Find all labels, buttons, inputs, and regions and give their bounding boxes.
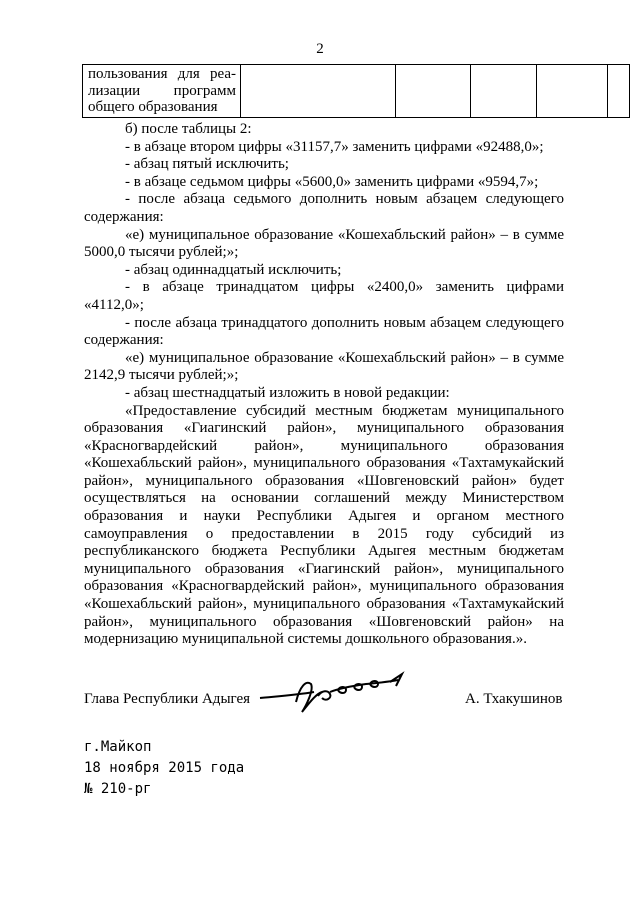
signature-position: Глава Республики Адыгея: [84, 691, 251, 707]
paragraph: - абзац шестнадцатый изложить в новой редакции:: [125, 384, 450, 401]
signature-name: А. Тхакушинов: [465, 691, 563, 707]
table-cell-description: [83, 65, 241, 118]
paragraph: «е) муниципальное образование «Кошехабльский район» – в сумме 2142,9 тысячи рублей;»;: [84, 349, 564, 384]
table-cell: [608, 65, 630, 118]
table-row: [83, 65, 630, 118]
paragraph: - после абзаца седьмого дополнить новым абзацем следующего содержания:: [84, 191, 564, 225]
paragraph: «Предоставление субсидий местным бюджетам муниципального образования «Гиагинский район», муниципального образования «Красногвардейский район», муниципального образования «Кошехабльский район», муниципального образования «Тахтамукайский район», муниципального образования «Шовгеновский район» будет осуществляться на основании соглашений между Министерством образования и науки Республики Адыгея и органом местного самоуправления о предоставлении в 2015 году субсидий из республиканского бюджета Республики Адыгея местным бюджетам муниципального образования «Гиагинский район», муниципального образования «Красногвардейский район», муниципального образования «Кошехабльский район», муниципального образования «Тахтамукайский район», муниципального образования «Шовгеновский район» на модернизацию муниципальной системы дошкольного образования.».: [84, 402, 564, 648]
table-cell: [537, 65, 608, 118]
table-cell-line: лизации программ: [88, 82, 236, 99]
page-number: 2: [316, 41, 324, 57]
paragraph: - абзац одиннадцатый исключить;: [125, 261, 342, 278]
footer-city: г.Майкоп: [84, 739, 152, 755]
footer-number: № 210-рг: [84, 781, 152, 797]
handwritten-signature: [256, 668, 406, 718]
table-continuation: [82, 64, 630, 118]
document-body: [84, 121, 564, 649]
paragraph: «е) муниципальное образование «Кошехабльский район» – в сумме 5000,0 тысячи рублей;»;: [84, 226, 564, 261]
table-cell: [396, 65, 471, 118]
paragraph: - в абзаце тринадцатом цифры «2400,0» заменить цифрами «4112,0»;: [84, 279, 564, 313]
footer-date: 18 ноября 2015 года: [84, 760, 245, 776]
paragraph: - в абзаце втором цифры «31157,7» заменить цифрами «92488,0»;: [125, 138, 544, 155]
paragraph: - абзац пятый исключить;: [125, 156, 289, 173]
table-cell: [471, 65, 537, 118]
paragraph: - в абзаце седьмом цифры «5600,0» заменить цифрами «9594,7»;: [125, 173, 539, 190]
table-cell-line: общего образования: [88, 99, 218, 115]
paragraph: - после абзаца тринадцатого дополнить новым абзацем следующего содержания:: [84, 314, 564, 349]
document-footer: [84, 737, 244, 800]
table-cell-line: пользования для реа-: [88, 66, 236, 82]
paragraph: б) после таблицы 2:: [125, 121, 252, 137]
table-cell: [241, 65, 396, 118]
